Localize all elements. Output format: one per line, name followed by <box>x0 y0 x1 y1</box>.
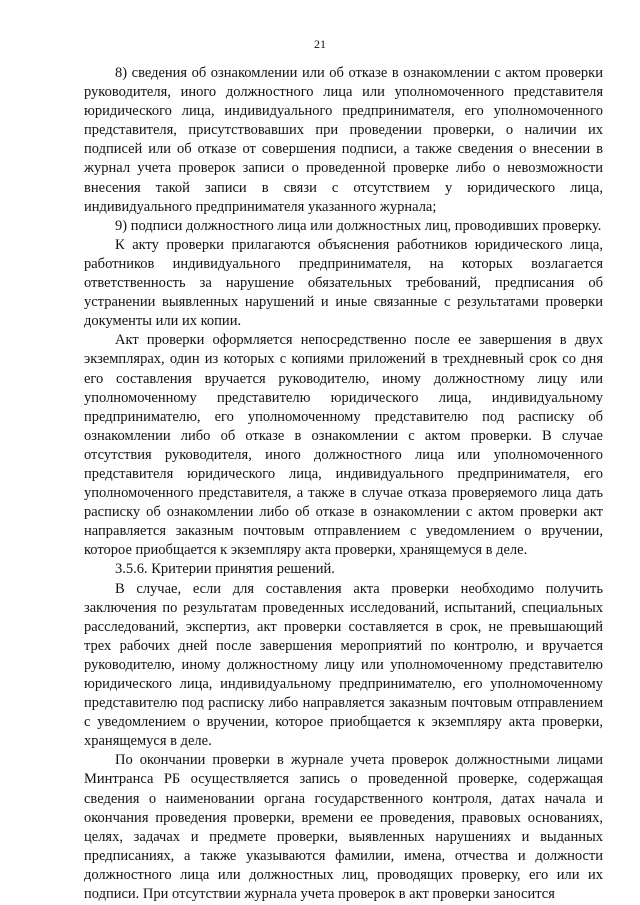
paragraph-journal-entry: По окончании проверки в журнале учета проверок должностными лицами Минтранса РБ осуществляется запись о проведенной проверке, содержащая сведения о наименовании органа государственного контроля, датах начала и окончания проведения проверки, времени ее проведения, правовых основаниях, целях, задачах и предмете проверки, выявленных нарушениях и выданных предписаниях, а также указываются фамилии, имена, отчества и должности должностного лица или должностных лиц, проводящих проверку, его или их подписи. При отсутствии журнала учета проверок в акт проверки заносится <box>84 752 603 903</box>
section-heading-3-5-6: 3.5.6. Критерии принятия решений. <box>115 561 335 578</box>
paragraph-item-8: 8) сведения об ознакомлении или об отказе в ознакомлении с актом проверки руководителя, иного должностного лица или уполномоченного представителя юридического лица, индивидуального предпринимателя, его уполномоченного представителя, присутствовавших при проведении проверки, о наличии их подписей или об отказе от совершения подписи, а также сведения о внесении в журнал учета проверок записи о проведенной проверке либо о невозможности внесения такой записи в связи с отсутствием у юридического лица, индивидуального предпринимателя указанного журнала; <box>84 65 603 215</box>
paragraph-attachments: К акту проверки прилагаются объяснения работников юридического лица, работников индивидуального предпринимателя, на которых возлагается ответственность за нарушение обязательных требований, предписания об устранении выявленных нарушений и иные связанные с результатами проверки документы или их копии. <box>84 236 603 330</box>
paragraph-act-execution: Акт проверки оформляется непосредственно после ее завершения в двух экземплярах, один из которых с копиями приложений в трехдневный срок со дня его составления вручается руководителю, иному должностному лицу или уполномоченному представителю юридического лица, индивидуальному предпринимателю, его уполномоченному представителю под расписку об ознакомлении либо об отказе в ознакомлении с актом проверки. В случае отсутствия руководителя, иного должностного лица или уполномоченного представителя юридического лица, индивидуального предпринимателя, его уполномоченного представителя, а также в случае отказа проверяемого лица дать расписку об ознакомлении либо об отказе в ознакомлении с актом проверки акт направляется заказным почтовым отправлением с уведомлением о вручении, которое приобщается к экземпляру акта проверки, хранящемуся в деле. <box>84 332 603 559</box>
paragraph-expertise-case: В случае, если для составления акта проверки необходимо получить заключения по результатам проведенных исследований, испытаний, специальных расследований, экспертиз, акт проверки составляется в срок, не превышающий трех рабочих дней после завершения мероприятий по контролю, и вручается руководителю, иному должностному лицу или уполномоченному представителю юридического лица, индивидуальному предпринимателю, его уполномоченному представителю под расписку либо направляется заказным почтовым отправлением с уведомлением о вручении, которое приобщается к экземпляру акта проверки, хранящемуся в деле. <box>84 580 603 750</box>
document-body <box>84 64 603 904</box>
paragraph-item-9: 9) подписи должностного лица или должностных лиц, проводивших проверку. <box>115 217 602 234</box>
page-number: 21 <box>314 37 326 51</box>
